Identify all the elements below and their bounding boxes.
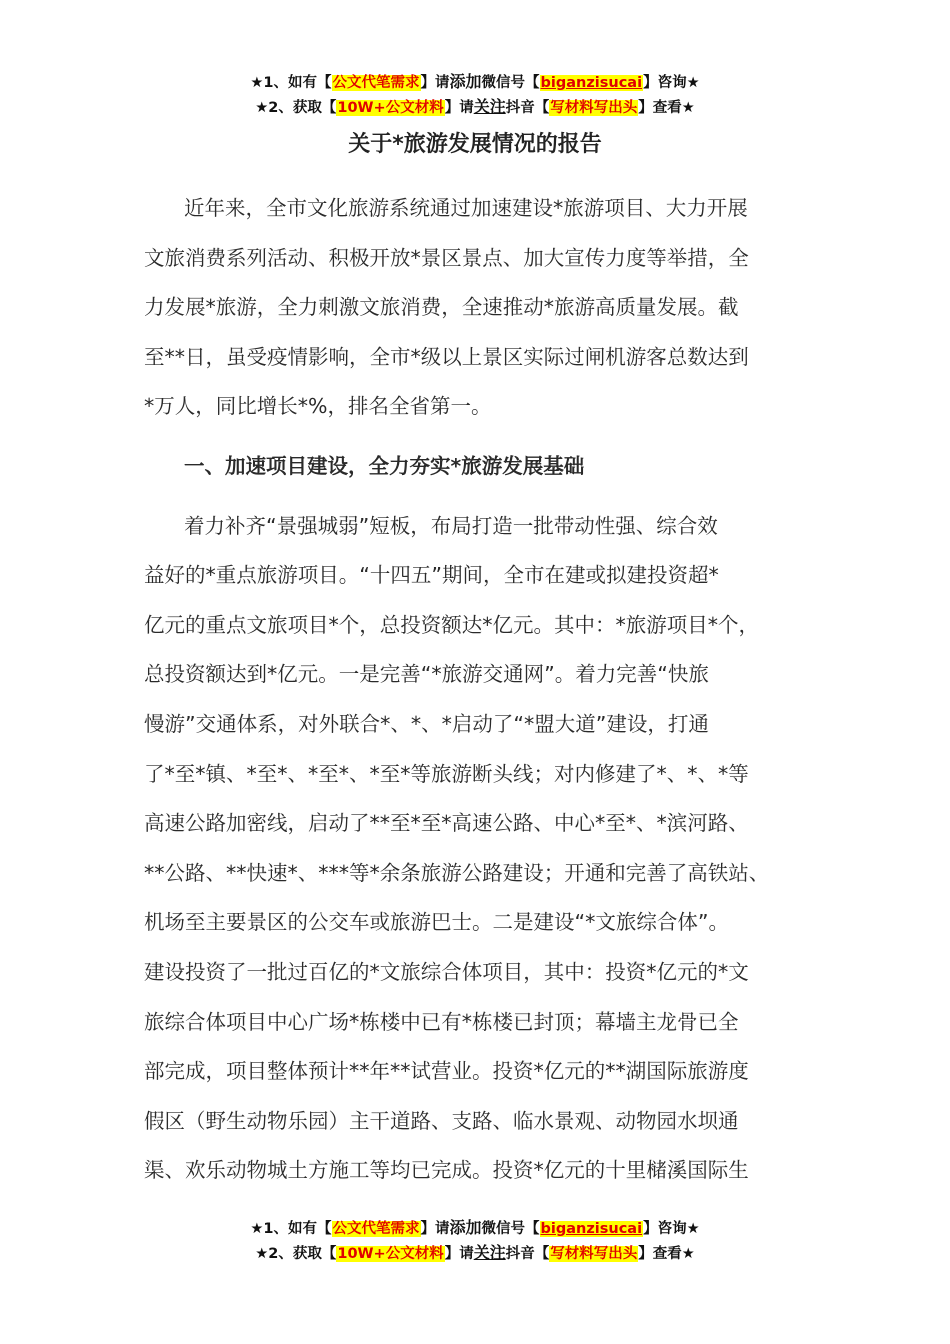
promo-highlight-service: 公文代笔需求 [332, 75, 420, 91]
document-title: 关于*旅游发展情况的报告 [348, 132, 602, 157]
promo-highlight-wechat-id: biganzisucai [540, 1221, 643, 1237]
document-body [144, 184, 824, 1196]
text-line: 力发展*旅游，全力刺激文旅消费，全速推动*旅游高质量发展。截 [144, 295, 739, 320]
text-line: 建设投资了一批过百亿的*文旅综合体项目，其中：投资*亿元的*文 [144, 959, 749, 984]
promo-highlight-douyin: 写材料写出头 [550, 100, 638, 116]
text-line: 总投资额达到*亿元。一是完善“*旅游交通网”。着力完善“快旅 [144, 662, 709, 687]
promo-text: 抖音【 [505, 1246, 550, 1262]
text-line: 着力补齐“景强城弱”短板，布局打造一批带动性强、综合效 [184, 513, 718, 538]
promo-text: 抖音【 [505, 100, 550, 116]
promo-text: 】咨询★ [643, 75, 700, 91]
promo-line-1 [0, 1216, 950, 1241]
text-line: 旅综合体项目中心广场*栋楼中已有*栋楼已封顶；幕墙主龙骨已全 [144, 1009, 739, 1034]
section-heading: 一、加速项目建设，全力夯实*旅游发展基础 [184, 453, 585, 478]
promo-emphasis: 添加 [449, 1218, 482, 1237]
promo-text: 】查看★ [638, 100, 695, 116]
promo-text: 】咨询★ [643, 1221, 700, 1237]
promo-highlight-service: 公文代笔需求 [332, 1221, 420, 1237]
intro-paragraph [144, 184, 824, 432]
header-promo-banner [0, 70, 950, 120]
text-line: 了*至*镇、*至*、*至*、*至*等旅游断头线；对内修建了*、*、*等 [144, 761, 749, 786]
text-line: 文旅消费系列活动、积极开放*景区景点、加大宣传力度等举措，全 [144, 245, 749, 270]
promo-text: 】请 [420, 75, 450, 91]
promo-highlight-wechat-id: biganzisucai [540, 75, 643, 91]
text-line: *万人，同比增长*%，排名全省第一。 [144, 394, 492, 419]
promo-emphasis: 关注 [473, 1243, 506, 1262]
text-line: 渠、欢乐动物城土方施工等均已完成。投资*亿元的十里槠溪国际生 [144, 1158, 749, 1183]
promo-text: 】请 [420, 1221, 450, 1237]
promo-text: 微信号【 [481, 1221, 540, 1237]
text-line: 益好的*重点旅游项目。“十四五”期间，全市在建或拟建投资超* [144, 563, 719, 588]
promo-highlight-materials: 10W+公文材料 [337, 100, 444, 116]
promo-line-1 [0, 70, 950, 95]
promo-line-2 [0, 95, 950, 120]
text-line: 慢游”交通体系，对外联合*、*、*启动了“*盟大道”建设，打通 [144, 711, 709, 736]
promo-emphasis: 关注 [473, 97, 506, 116]
text-line: 亿元的重点文旅项目*个，总投资额达*亿元。其中：*旅游项目*个， [144, 612, 759, 637]
promo-highlight-douyin: 写材料写出头 [550, 1246, 638, 1262]
promo-text: 】请 [444, 100, 474, 116]
text-line: 机场至主要景区的公交车或旅游巴士。二是建设“*文旅综合体”。 [144, 910, 729, 935]
promo-text: ★1、如有【 [250, 1221, 332, 1237]
promo-emphasis: 添加 [449, 72, 482, 91]
promo-text: 】请 [444, 1246, 474, 1262]
text-line: 假区（野生动物乐园）主干道路、支路、临水景观、动物园水坝通 [144, 1108, 739, 1133]
text-line: 部完成，项目整体预计**年**试营业。投资*亿元的**湖国际旅游度 [144, 1059, 749, 1084]
promo-line-2 [0, 1241, 950, 1266]
promo-text: ★1、如有【 [250, 75, 332, 91]
promo-highlight-materials: 10W+公文材料 [337, 1246, 444, 1262]
promo-text: 】查看★ [638, 1246, 695, 1262]
text-line: 高速公路加密线，启动了**至*至*高速公路、中心*至*、*滨河路、 [144, 811, 749, 836]
text-line: 近年来，全市文化旅游系统通过加速建设*旅游项目、大力开展 [184, 196, 748, 220]
footer-promo-banner [0, 1216, 950, 1266]
promo-text: ★2、获取【 [255, 1246, 337, 1262]
text-line: **公路、**快速*、***等*余条旅游公路建设；开通和完善了高铁站、 [144, 860, 770, 885]
promo-text: 微信号【 [481, 75, 540, 91]
text-line: 至**日，虽受疫情影响，全市*级以上景区实际过闸机游客总数达到 [144, 344, 749, 369]
promo-text: ★2、获取【 [255, 100, 337, 116]
section-paragraph [144, 502, 824, 1196]
